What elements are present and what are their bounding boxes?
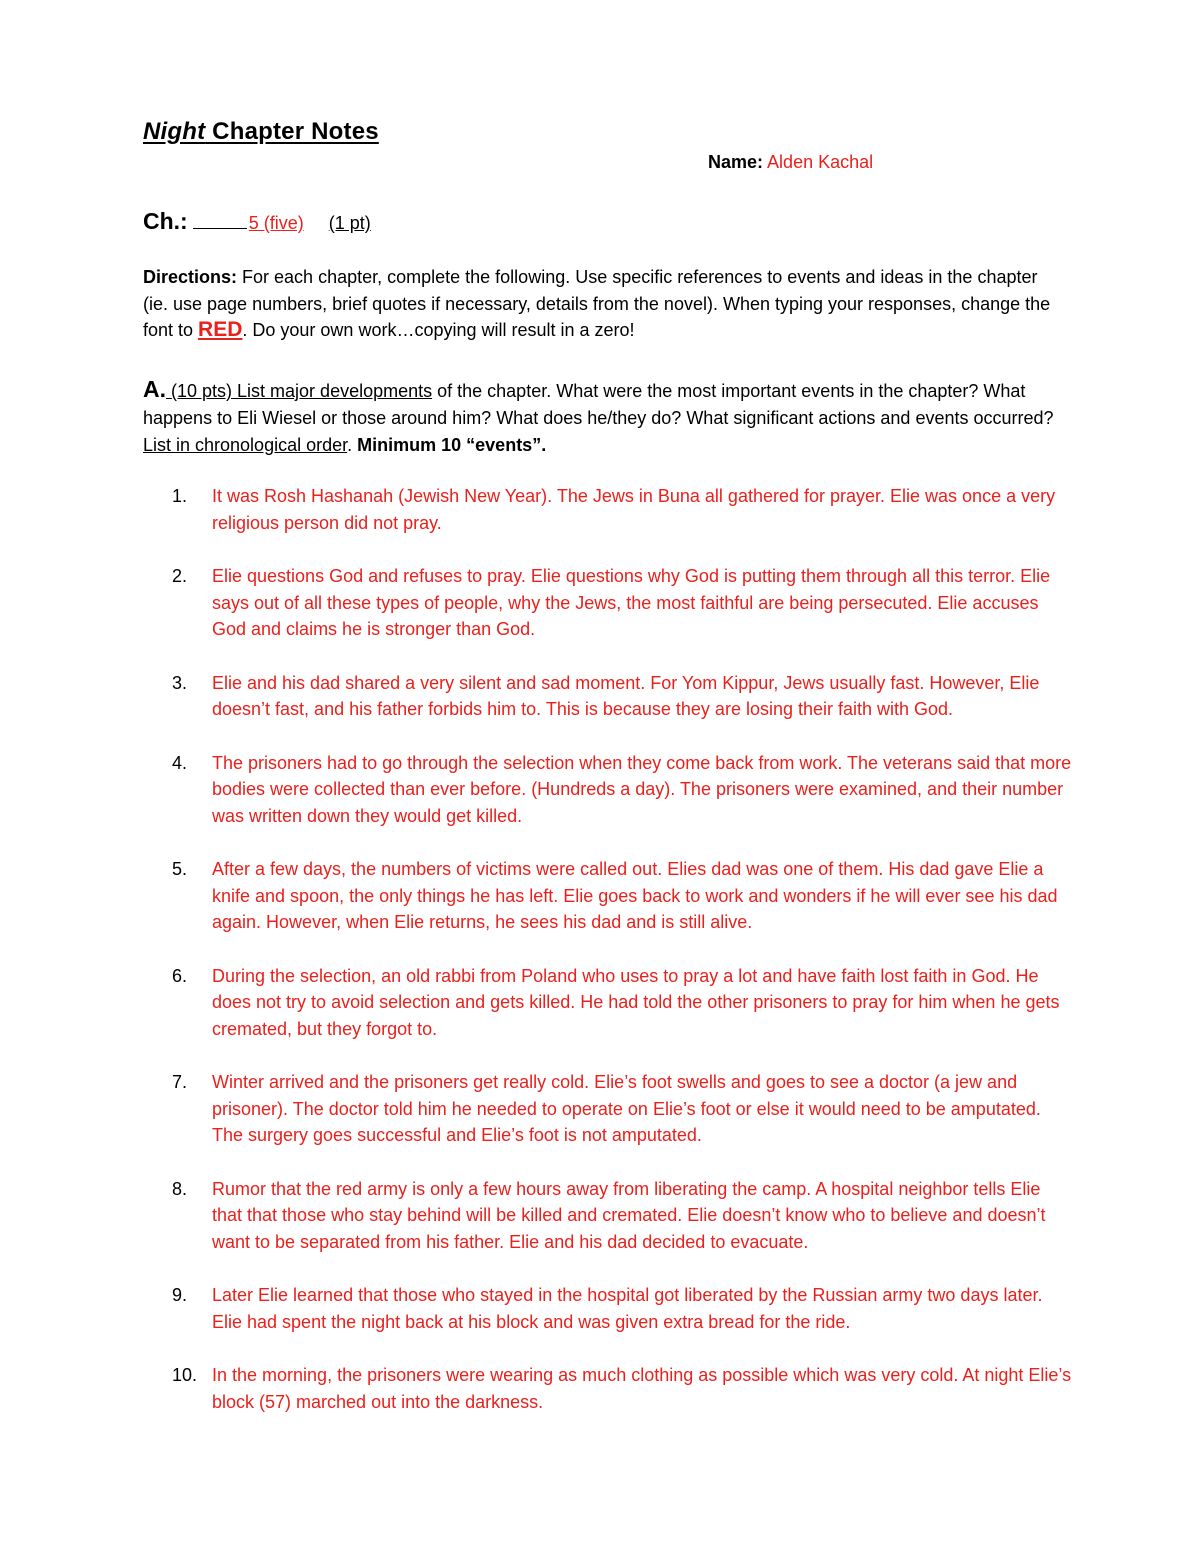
event-text: It was Rosh Hashanah (Jewish New Year). The Jews in Buna all gathered for prayer. Elie was once a very religious person did not pray.	[212, 486, 1056, 533]
name-label: Name:	[708, 152, 764, 172]
directions-text-1: For each chapter, complete the following. Use specific references to events and ideas in the chapter (ie. use page numbers, brief quotes if necessary, details from the novel). When typing your responses, change the font to	[143, 267, 1051, 340]
event-number: 10.	[172, 1365, 198, 1385]
event-number: 3.	[172, 672, 188, 693]
section-a-heading: List major developments	[232, 381, 433, 401]
chapter-value: 5 (five)	[248, 213, 304, 233]
directions-text-2: . Do your own work…copying will result in a zero!	[242, 320, 635, 340]
event-text: In the morning, the prisoners were wearing as much clothing as possible which was very cold. At night Elie’s block (57) marched out into the darkness.	[212, 1365, 1072, 1412]
chapter-label: Ch.:	[143, 208, 188, 234]
directions-red-word: RED	[198, 318, 243, 341]
event-item	[172, 750, 1072, 830]
event-number: 5.	[172, 859, 188, 879]
chapter-line	[143, 208, 371, 235]
section-a-order: List in chronological order	[143, 435, 348, 455]
event-number: 9.	[172, 1285, 188, 1305]
name-line	[708, 152, 873, 173]
chapter-points: (1 pt)	[328, 213, 371, 233]
event-text: After a few days, the numbers of victims were called out. Elies dad was one of them. His dad gave Elie a knife and spoon, the only things he has left. Elie goes back to work and wonders if he will ever see his dad again. However, when Elie returns, he sees his dad and is still alive.	[212, 859, 1058, 932]
event-item	[172, 670, 1072, 723]
document-title	[143, 118, 379, 146]
section-a-prompt	[143, 376, 1063, 459]
event-number: 1.	[172, 486, 188, 506]
chapter-blank	[193, 228, 247, 229]
event-item	[172, 1282, 1072, 1335]
event-number: 8.	[172, 1178, 188, 1199]
event-text: Elie questions God and refuses to pray. Elie questions why God is putting them through all this terror. Elie says out of all these types of people, why the Jews, the most faithful are being persecuted. Elie accuses God and claims he is stronger than God.	[212, 566, 1051, 639]
directions-paragraph	[143, 264, 1063, 344]
event-item	[172, 483, 1072, 536]
event-item	[172, 856, 1072, 936]
event-text: The prisoners had to go through the selection when they come back from work. The veterans said that more bodies were collected than ever before. (Hundreds a day). The prisoners were examined, and their number was written down they would get killed.	[212, 752, 1072, 826]
event-number: 7.	[172, 1072, 188, 1092]
section-a-text-1: of the chapter. What were the most important events in the chapter? What happens to Eli Wiesel or those around him? What does he/they do? What significant actions and events occurred?	[143, 381, 1054, 428]
title-italic: Night	[143, 118, 206, 145]
event-item	[172, 1069, 1072, 1149]
event-number: 6.	[172, 965, 188, 986]
event-item	[172, 1176, 1072, 1256]
event-number: 2.	[172, 566, 188, 586]
event-text: Later Elie learned that those who stayed in the hospital got liberated by the Russian army two days later. Elie had spent the night back at his block and was given extra bread for the ride.	[212, 1285, 1043, 1332]
title-rest: Chapter Notes	[205, 118, 379, 145]
events-list	[172, 483, 1072, 1415]
event-item	[172, 563, 1072, 643]
event-text: Rumor that the red army is only a few hours away from liberating the camp. A hospital neighbor tells Elie that that those who stay behind will be killed and cremated. Elie doesn’t know who to believe and doesn’t want to be separated from his father. Elie and his dad decided to evacuate.	[212, 1178, 1046, 1252]
section-a-letter: A.	[143, 376, 166, 402]
event-item	[172, 963, 1072, 1043]
event-number: 4.	[172, 752, 188, 773]
name-value: Alden Kachal	[767, 152, 874, 172]
event-text: Winter arrived and the prisoners get really cold. Elie’s foot swells and goes to see a doctor (a jew and prisoner). The doctor told him he needed to operate on Elie’s foot or else it would need to be amputated. The surgery goes successful and Elie’s foot is not amputated.	[212, 1072, 1041, 1145]
event-item	[172, 1362, 1072, 1415]
event-text: Elie and his dad shared a very silent and sad moment. For Yom Kippur, Jews usually fast. However, Elie doesn’t fast, and his father forbids him to. This is because they are losing their faith with God.	[212, 672, 1040, 719]
directions-label: Directions:	[143, 267, 238, 287]
section-a-text-2: .	[347, 435, 358, 455]
event-text: During the selection, an old rabbi from Poland who uses to pray a lot and have faith lost faith in God. He does not try to avoid selection and gets killed. He had told the other prisoners to pray for him when he gets cremated, but they forgot to.	[212, 965, 1060, 1039]
section-a-minimum: Minimum 10 “events”.	[357, 435, 547, 455]
section-a-points: (10 pts)	[166, 381, 233, 401]
